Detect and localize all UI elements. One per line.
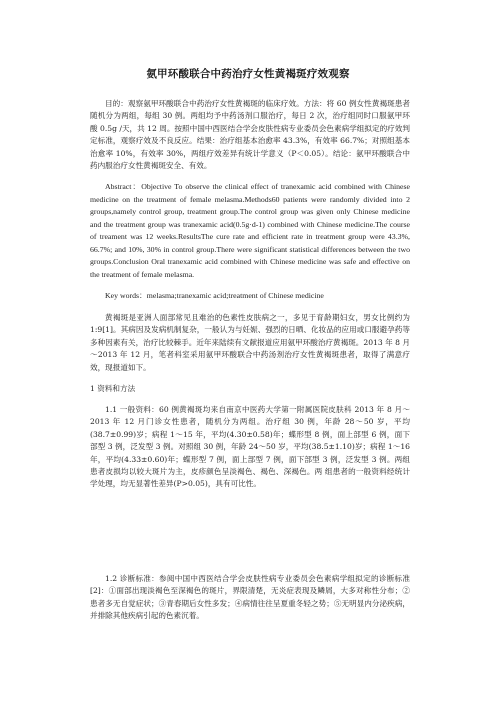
section-heading-materials-methods: 1 资料和方法	[90, 384, 136, 393]
paragraph-diagnostic-criteria: 1.2 诊断标准：参阅中国中西医结合学会皮肤性病专业委员会色素病学组拟定的诊断标准[2]：①面部出现淡褐色至深褐色的斑片，界限清楚，无炎症表现及鳞屑，大多对称性分布；②患者多无自觉症状；③青春期后女性多发；④病情往往呈夏重冬轻之势；⑤无明显内分泌疾病，并排除其他疾病引起的色素沉着。	[90, 574, 410, 621]
abstract-english: Abstract：Objective To observe the clinical effect of tranexamic acid combined with Chinese medicine on the treatment of female melasma.Methods60 patients were randomly divided into 2 groups,namely control group, treatment group.The control group was given only Chinese medicine and the treatment group was tranexamic acid(0.5g·d-1) combined with Chinese medicine.The course of treament was 12 weeks.ResultsThe cure rate and efficient rate in treatment group were 43.3%, 66.7%; and 10%, 30% in control group.There were significant statistical differences between the two groups.Conclusion Oral tranexamic acid combined with Chinese medicine was safe and effective on the treatment of female melasma.	[90, 182, 410, 279]
introduction-paragraph: 黄褐斑是亚洲人面部常见且难治的色素性皮肤病之一，多见于育龄期妇女，男女比例约为 1:9[1]。其病因及发病机制复杂，一般认为与妊娠、强烈的日晒、化妆品的应用或口服避孕药等多种因素有关，治疗比较棘手。近年来陆续有文献报道应用氨甲环酸治疗黄褐斑。2013 年 8 月～2013 年 12 月，笔者科室采用氨甲环酸联合中药汤剂治疗女性黄褐斑患者，取得了满意疗效，现报道如下。	[90, 313, 410, 372]
keywords: Key words：melasma;tranexamic acid;treatment of Chinese medicine	[105, 291, 324, 300]
abstract-chinese: 目的：观察氨甲环酸联合中药治疗女性黄褐斑的临床疗效。方法：将 60 例女性黄褐斑患者随机分为两组，每组 30 例。两组均予中药汤剂口服治疗，每日 2 次，治疗组同时口服氨甲环酸 0.5g /天，共 12 周。按照中国中西医结合学会皮肤性病专业委员会色素病学组拟定的疗效判定标准，观察疗效及不良反应。结果：治疗组基本治愈率 43.3%，有效率 66.7%；对照组基本治愈率 10%，有效率 30%，两组疗效差异有统计学意义（P＜0.05）。结论：氨甲环酸联合中药内服治疗女性黄褐斑安全、有效。	[90, 99, 410, 171]
paper-title: 氨甲环酸联合中药治疗女性黄褐斑疗效观察	[146, 68, 350, 80]
paragraph-general-data: 1.1 一般资料：60 例黄褐斑均来自南京中医药大学第一附属医院皮肤科 2013 年 8 月～2013 年 12 月门诊女性患者，随机分为两组。治疗组 30 例，年龄 28～50 岁，平均(38.7±0.99)岁；病程 1～15 年，平均(4.30±0.58)年；蝶形型 8 例，面上部型 6 例，面下部型 3 例，泛发型 3 例。对照组 30 例，年龄 24～50 岁，平均(38.5±1.10)岁；病程 1～16 年，平均(4.33±0.60)年；蝶形型 7 例，面上部型 7 例，面下部型 3 例，泛发型 3 例。两组患者皮损均以较大斑片为主，皮疹颜色呈淡褐色、褐色、深褐色。两 组患者的一般资料经统计学处理，均无显著性差异(P>0.05)，具有可比性。	[90, 405, 410, 489]
